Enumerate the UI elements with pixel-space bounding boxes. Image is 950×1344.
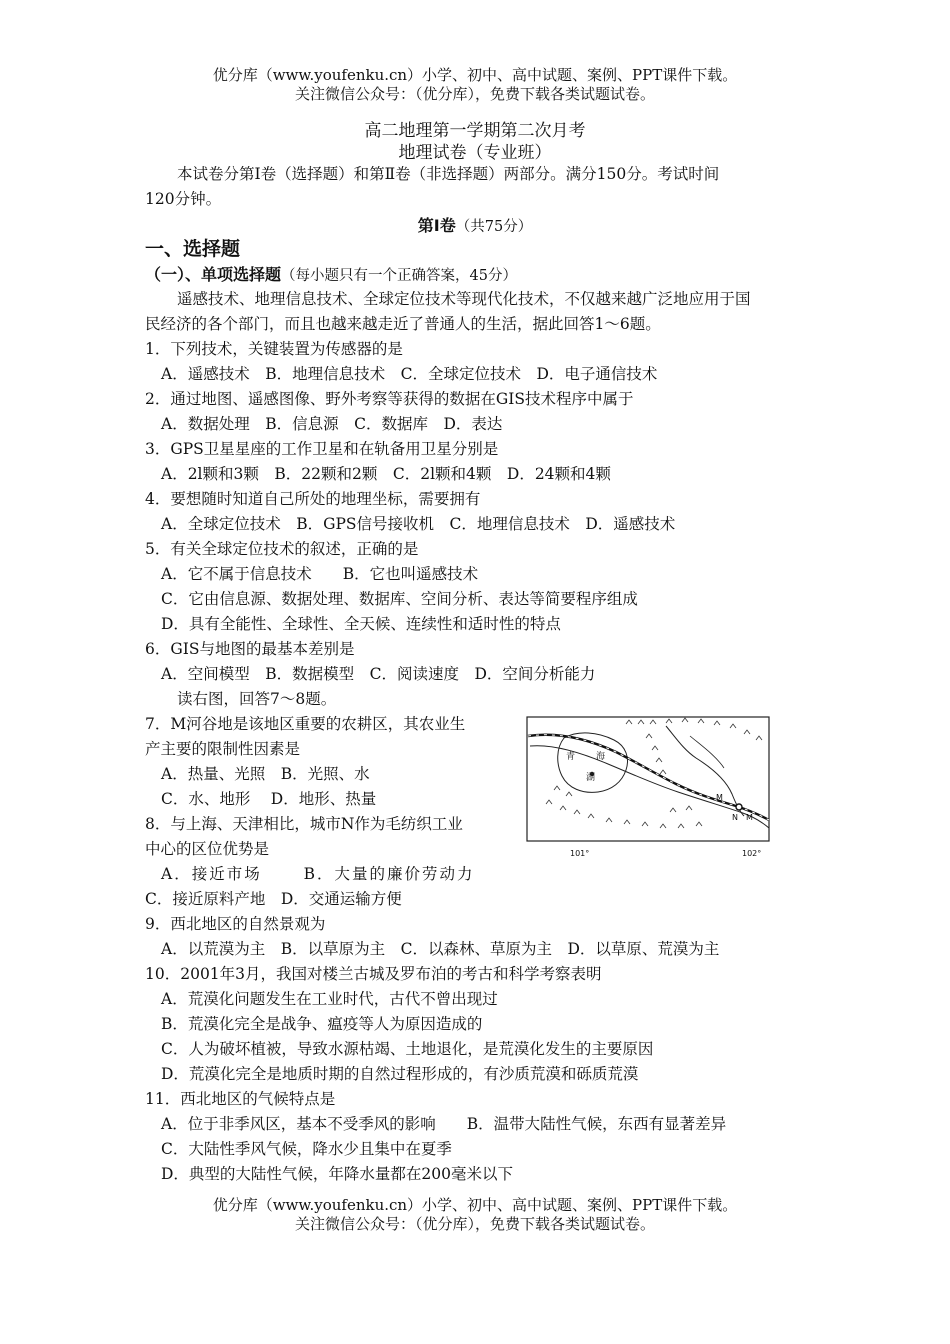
subsection-heading — [145, 262, 815, 287]
q8-stem-2: 中心的区位优势是 — [145, 840, 270, 858]
part-label: 第Ⅰ卷 — [417, 216, 456, 235]
q1-stem: 1．下列技术，关键装置为传感器的是 — [145, 340, 403, 358]
lake-label-hu: 湖 — [586, 773, 596, 783]
q6-stem: 6．GIS与地图的最基本差别是 — [145, 640, 355, 658]
q10-stem: 10．2001年3月，我国对楼兰古城及罗布泊的考古和科学考察表明 — [145, 965, 602, 983]
exam-intro — [145, 162, 815, 212]
lake-label-qing: 青 — [566, 752, 576, 762]
q5-option-d: D．具有全能性、全球性、全天候、连续性和适时性的特点 — [161, 615, 561, 633]
header-line-1: 优分库（www.youfenku.cn）小学、初中、高中试题、案例、PPT课件下载。 — [212, 66, 738, 84]
q11-stem: 11．西北地区的气候特点是 — [145, 1090, 336, 1108]
q3-stem: 3．GPS卫星星座的工作卫星和在轨备用卫星分别是 — [145, 440, 499, 458]
longitude-left: 101° — [570, 849, 590, 858]
q1-options: A．遥感技术 B．地理信息技术 C．全球定位技术 D．电子通信技术 — [161, 365, 658, 383]
passage-2: 读右图，回答7～8题。 — [177, 690, 337, 708]
q6-options: A．空间模型 B．数据模型 C．阅读速度 D．空间分析能力 — [161, 665, 596, 683]
passage-line-2: 民经济的各个部门，而且也越来越走近了普通人的生活，据此回答1～6题。 — [145, 315, 661, 333]
q5-option-c: C．它由信息源、数据处理、数据库、空间分析、表达等简要程序组成 — [161, 590, 638, 608]
intro-line-1: 本试卷分第Ⅰ卷（选择题）和第Ⅱ卷（非选择题）两部分。满分150分。考试时间 — [177, 165, 720, 183]
q9-options: A．以荒漠为主 B．以草原为主 C．以森林、草原为主 D．以草原、荒漠为主 — [161, 940, 720, 958]
q8-options-cd: C．接近原料产地 D．交通运输方便 — [145, 890, 402, 908]
q7-options-cd: C．水、地形 D．地形、热量 — [161, 790, 377, 808]
q9-stem: 9．西北地区的自然景观为 — [145, 915, 326, 933]
q11-options-ab: A．位于非季风区，基本不受季风的影响 B．温带大陆性气候，东西有显著差异 — [161, 1115, 727, 1133]
section-title: 一、选择题 — [145, 238, 241, 260]
exam-title: 高二地理第一学期第二次月考 — [364, 121, 586, 141]
part-score: （共75分） — [455, 219, 533, 235]
lake-label-hai: 海 — [596, 752, 606, 762]
page-footer — [0, 1196, 950, 1234]
q5-stem: 5．有关全球定位技术的叙述，正确的是 — [145, 540, 419, 558]
footer-line-2: 关注微信公众号：（优分库），免费下载各类试题试卷。 — [294, 1215, 655, 1233]
qinghai-lake-map — [526, 716, 770, 862]
footer-line-1: 优分库（www.youfenku.cn）小学、初中、高中试题、案例、PPT课件下载。 — [212, 1196, 738, 1214]
map-label-n: N — [732, 813, 738, 822]
q7-stem-2: 产主要的限制性因素是 — [145, 740, 301, 758]
q7-stem-1: 7．M河谷地是该地区重要的农耕区，其农业生 — [145, 715, 466, 733]
q8-options-ab: A．接近市场 B．大量的廉价劳动力 — [161, 865, 475, 883]
q10-option-b: B．荒漠化完全是战争、瘟疫等人为原因造成的 — [161, 1015, 483, 1033]
map-label-m-2: M — [746, 813, 753, 822]
q4-stem: 4．要想随时知道自己所处的地理坐标，需要拥有 — [145, 490, 481, 508]
q10-option-d: D．荒漠化完全是地质时期的自然过程形成的，有沙质荒漠和砾质荒漠 — [161, 1065, 639, 1083]
header-line-2: 关注微信公众号：（优分库），免费下载各类试题试卷。 — [294, 85, 655, 103]
intro-line-2: 120分钟。 — [145, 190, 222, 208]
q3-options: A．2l颗和3颗 B．22颗和2颗 C．2l颗和4颗 D．24颗和4颗 — [161, 465, 611, 483]
page-header — [0, 66, 950, 104]
q5-options-ab: A．它不属于信息技术 B．它也叫遥感技术 — [161, 565, 479, 583]
q10-option-c: C．人为破坏植被，导致水源枯竭、土地退化，是荒漠化发生的主要原因 — [161, 1040, 654, 1058]
q11-option-c: C．大陆性季风气候，降水少且集中在夏季 — [161, 1140, 452, 1158]
q4-options: A．全球定位技术 B．GPS信号接收机 C．地理信息技术 D．遥感技术 — [161, 515, 676, 533]
subsection-note: （每小题只有一个正确答案，45分） — [281, 268, 517, 284]
city-n-symbol — [736, 804, 742, 810]
q10-option-a: A．荒漠化问题发生在工业时代，古代不曾出现过 — [161, 990, 498, 1008]
q2-stem: 2．通过地图、遥感图像、野外考察等获得的数据在GIS技术程序中属于 — [145, 390, 634, 408]
q11-option-d: D．典型的大陆性气候，年降水量都在200毫米以下 — [161, 1165, 514, 1183]
section-heading — [145, 236, 815, 263]
exam-subtitle: 地理试卷（专业班） — [398, 143, 552, 163]
subsection-title: （一）、单项选择题 — [145, 265, 282, 284]
q7-options-ab: A．热量、光照 B．光照、水 — [161, 765, 370, 783]
q8-stem-1: 8．与上海、天津相比，城市N作为毛纺织工业 — [145, 815, 463, 833]
passage-line-1: 遥感技术、地理信息技术、全球定位技术等现代化技术，不仅越来越广泛地应用于国 — [177, 290, 751, 308]
map-label-m: M — [716, 793, 723, 802]
longitude-right: 102° — [742, 849, 762, 858]
q2-options: A．数据处理 B．信息源 C．数据库 D．表达 — [161, 415, 503, 433]
